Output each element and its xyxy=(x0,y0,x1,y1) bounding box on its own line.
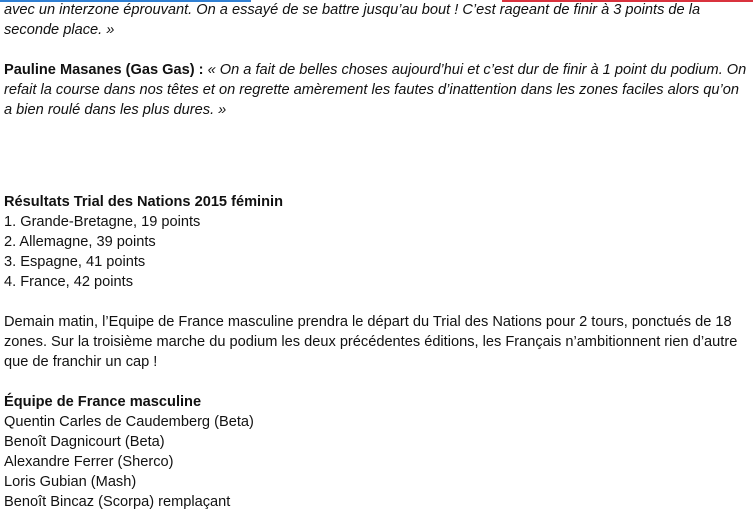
results-item-2: 2. Allemagne, 39 points xyxy=(4,234,156,250)
team-member-1: Quentin Carles de Caudemberg (Beta) xyxy=(4,414,254,430)
article-content xyxy=(4,0,749,512)
quote-paragraph-1: avec un interzone éprouvant. On a essayé de se battre jusqu’au bout ! C’est rageant de finir à 3 points de la seconde place. » xyxy=(4,2,701,38)
results-item-4: 4. France, 42 points xyxy=(4,274,133,290)
body-paragraph-3: Demain matin, l’Equipe de France masculine prendra le départ du Trial des Nations pour 2 tours, ponctués de 18 zones. Sur la troisième marche du podium les deux précédentes éditions, les Français n’ambitionnent rien d’autre que de franchir un cap ! xyxy=(4,314,738,370)
speaker-quote: « On a fait de belles choses aujourd’hui et c’est dur de finir à 1 point du podium. On refait la course dans nos têtes et on regrette amèrement les fautes d’inattention dans les zones faciles alors qu’on a bien roulé dans les plus dures. » xyxy=(4,62,747,118)
speaker-name: Pauline Masanes (Gas Gas) : xyxy=(4,62,204,78)
team-list xyxy=(4,412,749,512)
results-title: Résultats Trial des Nations 2015 féminin xyxy=(4,194,283,210)
team-section xyxy=(4,392,749,512)
results-item-1: 1. Grande-Bretagne, 19 points xyxy=(4,214,201,230)
team-title: Équipe de France masculine xyxy=(4,394,202,410)
quote-paragraph-2 xyxy=(4,60,749,120)
team-member-4: Loris Gubian (Mash) xyxy=(4,474,137,490)
results-list xyxy=(4,212,749,292)
team-member-2: Benoît Dagnicourt (Beta) xyxy=(4,434,165,450)
results-section xyxy=(4,192,749,292)
team-member-3: Alexandre Ferrer (Sherco) xyxy=(4,454,174,470)
team-member-5: Benoît Bincaz (Scorpa) remplaçant xyxy=(4,494,231,510)
results-item-3: 3. Espagne, 41 points xyxy=(4,254,146,270)
